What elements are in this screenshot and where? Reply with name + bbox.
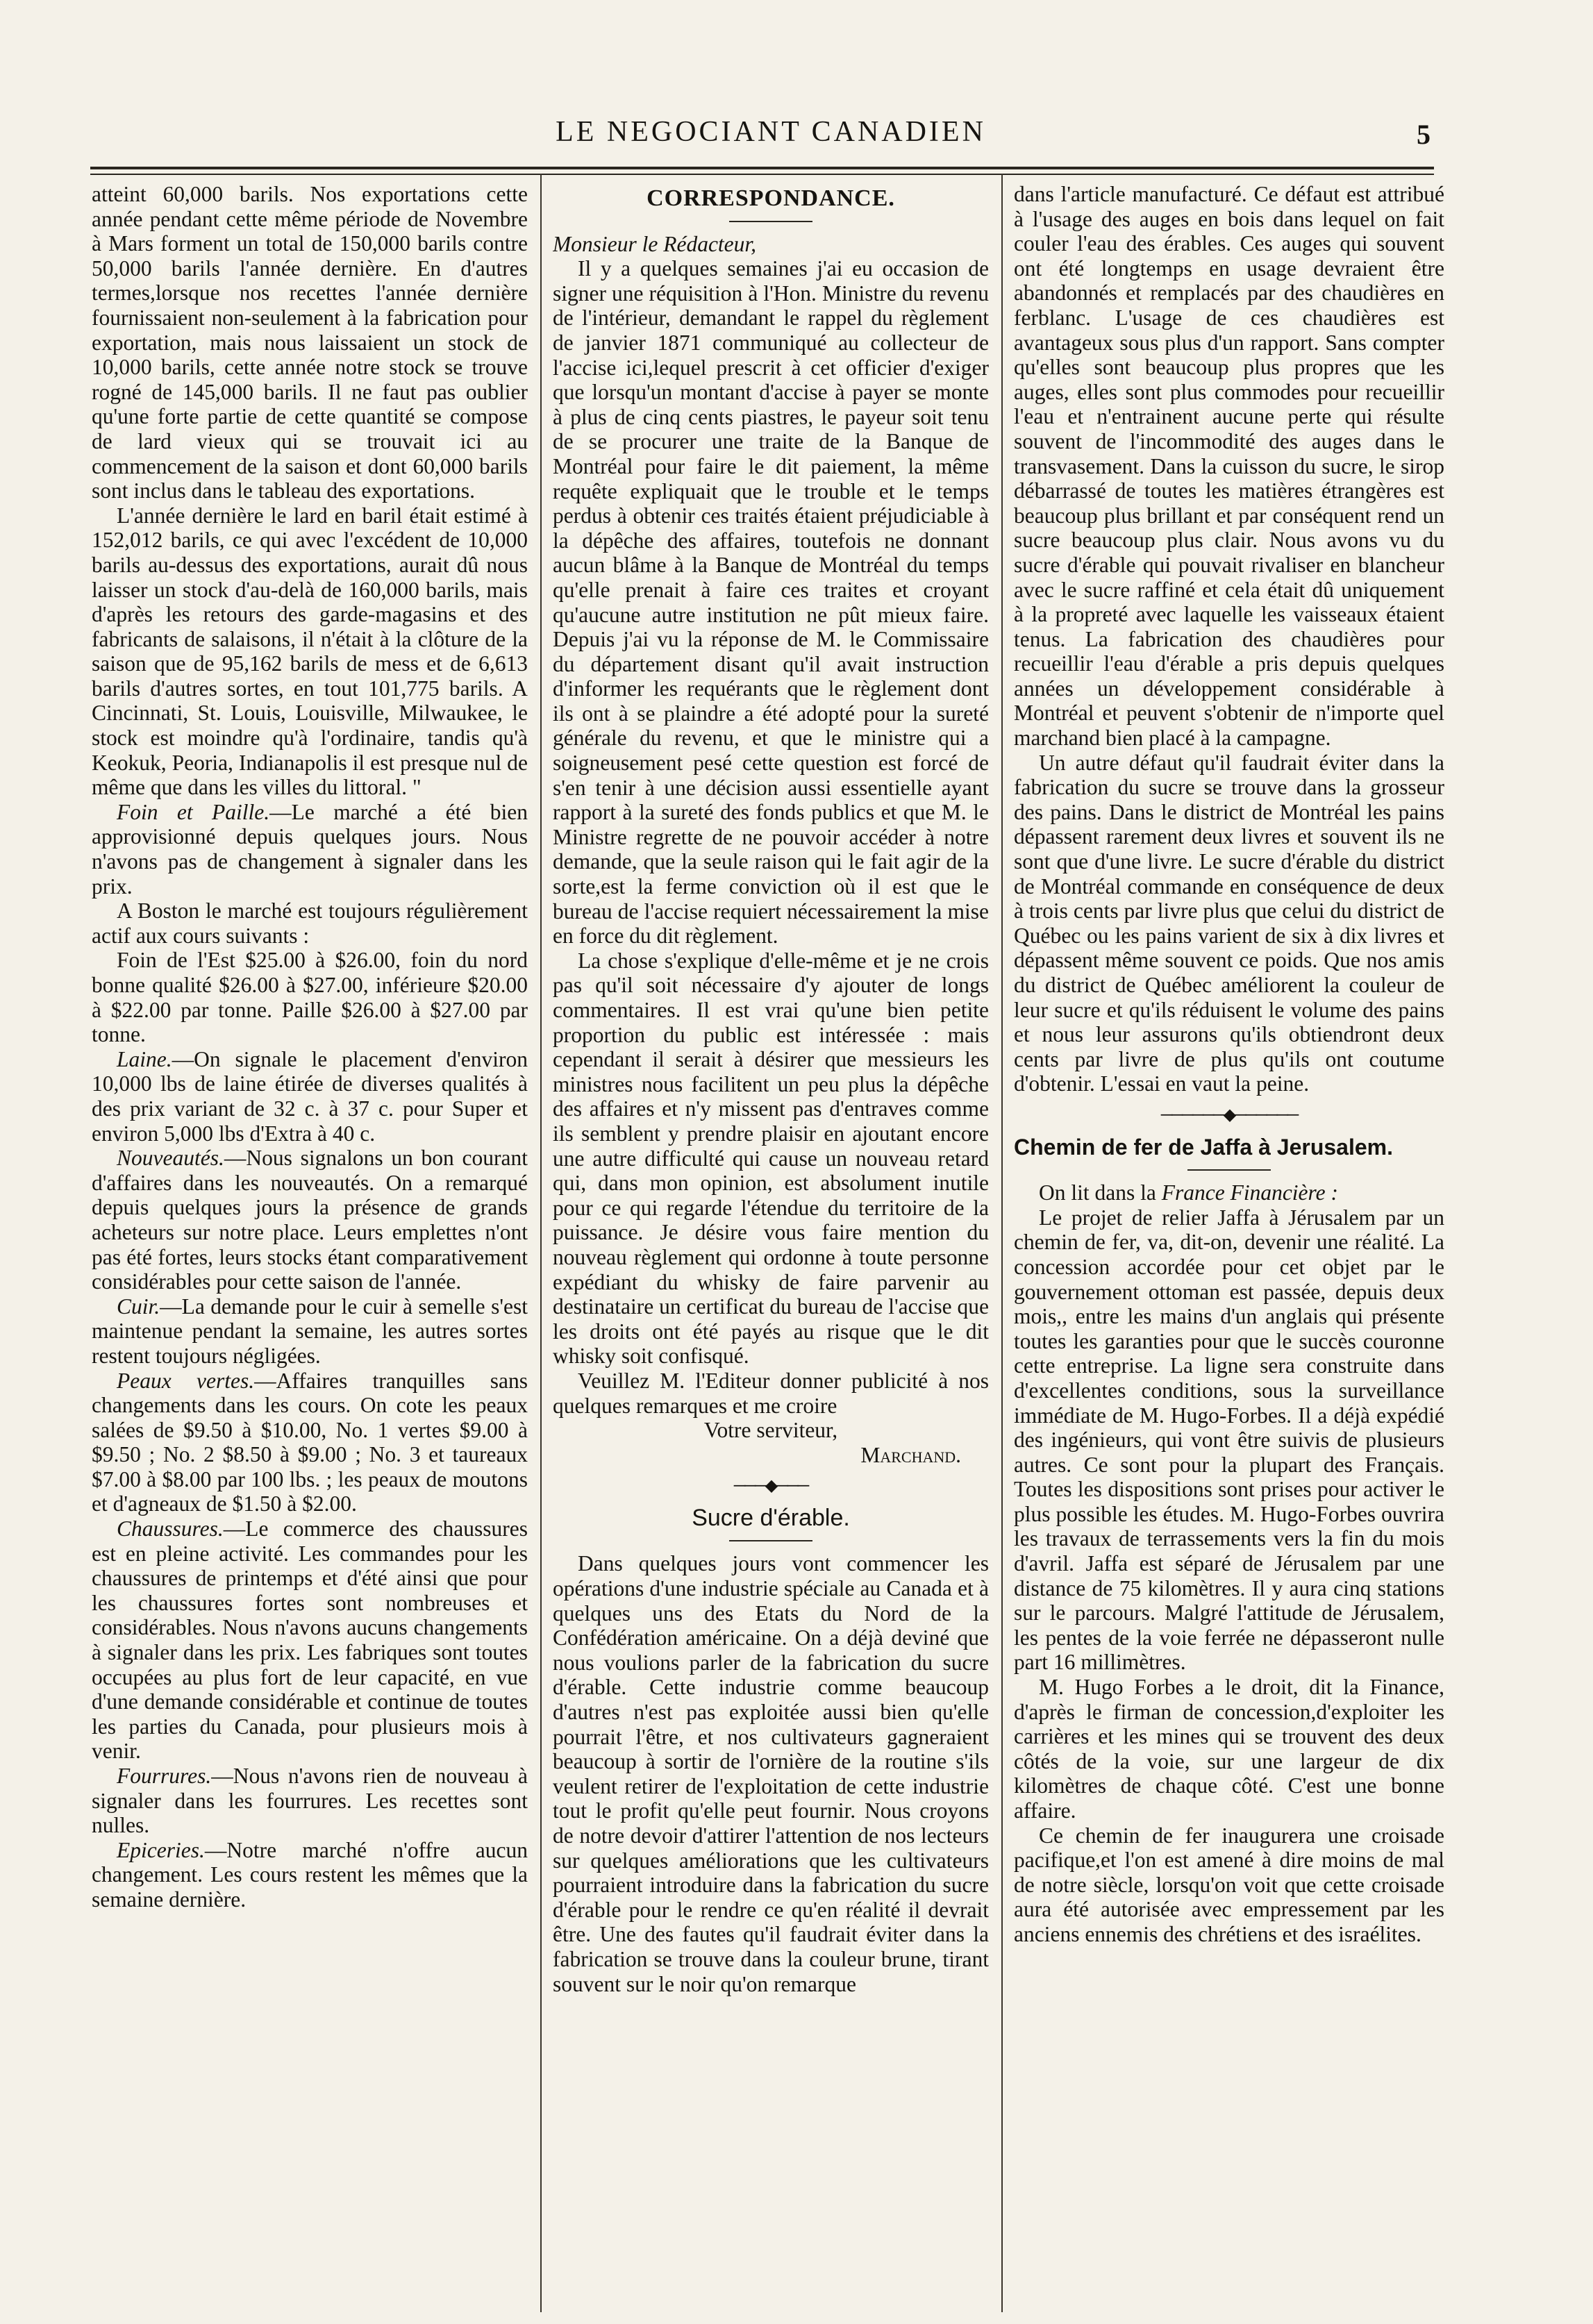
salutation: Monsieur le Rédacteur,: [553, 231, 757, 256]
paragraph: M. Hugo Forbes a le droit, dit la Finance, d'après le firman de concession,d'exploiter les carrières et les mines qui se trouvent des deux côtés de la voie, sur une largeur de dix kilomètres de chaque côté. C'est une bonne affaire.: [1014, 1675, 1444, 1823]
market-item-cuir: Cuir.—La demande pour le cuir à semelle s'est maintenue pendant la semaine, les autres sortes restent toujours négligées.: [92, 1294, 528, 1368]
section-heading: CORRESPONDANCE.: [647, 185, 895, 211]
paragraph: dans l'article manufacturé. Ce défaut est attribué à l'usage des auges en bois dans lequel on fait couler l'eau des érables. Ces auges qui souvent ont été longtemps en usage devraient être abandonnés et remplacés par des chaudières en ferblanc. L'usage de ces chaudières est avantageux sous plus d'un rapport. Sans compter qu'elles sont beaucoup plus propres que les auges, elles sont plus commodes pour recueillir l'eau et n'entrainent aucune perte qui résulte souvent de l'incommodité des auges dans le transvasement. Dans la cuisson du sucre, le sirop débarrassé de toutes les matières étrangères est beaucoup plus brillant et par conséquent rend un sucre beaucoup plus clair. Nous avons vu du sucre d'érable qui pouvait rivaliser en blancheur avec le sucre raffiné et cela était dû uniquement à la propreté avec laquelle les vaisseaux étaient tenus. La fabrication des chaudières pour recueillir l'eau d'érable a pris depuis quelques années un développement considérable à Montréal et peuvent s'obtenir de n'importe quel marchand bien placé à la campagne.: [1014, 182, 1444, 751]
paragraph: La chose s'explique d'elle-même et je ne crois pas qu'il soit nécessaire d'y ajouter de longs commentaires. Il est vrai qu'une bien petite proportion du public est intéressée : mais cependant il serait à désirer que messieurs les ministres nous facilitent un peu plus la dépêche des affaires et n'y missent pas d'entraves comme ils semblent y prendre plaisir en ajoutant encore une autre difficulté qui cause un nouveau retard qui, dans mon opinion, est absolument inutile pour ce qui regarde l'étendue du territoire de la puissance. Je désire vous faire mention du nouveau règlement qui ordonne à toute personne expédiant du whisky de faire parvenir au destinataire un certificat du bureau de l'accise que les droits ont été payés au risque que le dit whisky soit confisqué.: [553, 948, 989, 1369]
market-item-fourrures: Fourrures.—Nous n'avons rien de nouveau à signaler dans les fourrures. Les recettes sont nulles.: [92, 1764, 528, 1838]
paragraph: Le projet de relier Jaffa à Jérusalem par un chemin de fer, va, dit-on, devenir une réalité. La concession accordée pour cet objet par le gouvernement ottoman est passée, depuis deux mois,, entre les mains d'un anglais qui présente toutes les garanties pour que le succès couronne cette entreprise. La ligne sera construite dans d'excellentes conditions, sous la surveillance immédiate de M. Hugo-Forbes. Il a déjà expédié des ingénieurs, qui vont être suivis de plusieurs autres. Ce sont pour la plupart des Français. Toutes les dispositions sont prises pour activer le plus possible les études. M. Hugo-Forbes ouvrira les travaux de terrassements vers la fin du mois d'avril. Jaffa est séparé de Jérusalem par une distance de 75 kilomètres. Il y aura cinq stations sur le parcours. Malgré l'attitude de Jérusalem, les pentes de la voie ferrée ne dépasseront nulle part 16 millimètres.: [1014, 1205, 1444, 1675]
column-divider: [1001, 174, 1003, 2312]
market-item-peaux: Peaux vertes.—Affaires tranquilles sans changements dans les cours. On cote les peaux salées de $9.50 à $10.00, No. 1 vertes $9.00 à $9.50 ; No. 2 $8.50 à $9.00 ; No. 3 et taureaux $7.00 à $8.00 par 100 lbs. ; les peaux de moutons et d'agneaux de $1.50 à $2.00.: [92, 1368, 528, 1516]
run-in-heading: Fourrures.: [117, 1764, 212, 1788]
run-in-heading: Laine.: [117, 1046, 172, 1071]
closing: Votre serviteur,: [703, 1418, 838, 1443]
page-header: [111, 115, 1431, 157]
short-rule: [729, 1540, 812, 1541]
source-line: On lit dans la France Financière :: [1039, 1180, 1338, 1205]
short-rule: [1187, 1169, 1271, 1171]
source-name: France Financière :: [1161, 1180, 1338, 1205]
run-in-heading: Nouveautés.: [117, 1146, 224, 1171]
run-in-heading: Foin et Paille.: [117, 799, 270, 824]
page-number: 5: [1417, 119, 1431, 150]
paragraph: Veuillez M. l'Editeur donner publicité à nos quelques remarques et me croire: [553, 1368, 989, 1418]
ornament-divider: ──────◆──────: [1160, 1105, 1298, 1124]
paragraph: Foin de l'Est $25.00 à $26.00, foin du nord bonne qualité $26.00 à $27.00, inférieure $20.00 à $22.00 par tonne. Paille $26.00 à $27.00 par tonne.: [92, 948, 528, 1047]
paragraph: Un autre défaut qu'il faudrait éviter dans la fabrication du sucre se trouve dans la grosseur des pains. Dans le district de Montréal les pains dépassent rarement deux livres et souvent ils ne sont que d'une livre. Le sucre d'érable du district de Montréal commande en conséquence de deux à trois cents par livre plus que celui du district de Québec ou les pains varient de six à dix livres et dépassent même souvent ce poids. Que nos amis du district de Québec améliorent la couleur de leur sucre et qu'ils réduisent le volume des pains et nous leur assurons qu'ils obtiendront deux cents par livre de plus qu'ils ont coutume d'obtenir. L'essai en vaut la peine.: [1014, 750, 1444, 1096]
paragraph: atteint 60,000 barils. Nos exportations cette année pendant cette même période de Novembre à Mars forment un total de 150,000 barils contre 50,000 barils l'année dernière. En d'autres termes,lorsque nos recettes l'année dernière fournissaient non-seulement à la fabrication pour exportation, mais nous laissaient un stock de 10,000 barils, cette année notre stock se trouve rogné de 145,000 barils. Il ne faut pas oublier qu'une forte partie de cette quantité se compose de lard vieux qui se trouvait ici au commencement de la saison et dont 60,000 barils sont inclus dans le tableau des exportations.: [92, 182, 528, 503]
market-item-foin: Foin et Paille.—Le marché a été bien approvisionné depuis quelques jours. Nous n'avons pas de changement à signaler dans les prix.: [92, 799, 528, 898]
column-2: [553, 182, 989, 2300]
newspaper-title: LE NEGOCIANT CANADIEN: [556, 116, 986, 148]
ornament-divider: ───◆───: [733, 1477, 808, 1496]
section-heading: Chemin de fer de Jaffa à Jerusalem.: [1014, 1134, 1393, 1160]
run-in-heading: Epiceries.: [117, 1837, 205, 1862]
run-in-heading: Cuir.: [117, 1294, 160, 1319]
paragraph: Dans quelques jours vont commencer les opérations d'une industrie spéciale au Canada et à quelques uns des Etats du Nord de la Confédération américaine. On a déjà deviné que nous voulions parler de la fabrication du sucre d'érable. Cette industrie comme beaucoup d'autres n'est pas exploitée aussi bien qu'elle pourrait l'être, et nos cultivateurs gagneraient beaucoup à sortir de l'ornière de la routine s'ils veulent retirer de l'exploitation de cette industrie tout le profit qu'elle peut fournir. Nous croyons de notre devoir d'attirer l'attention de nos lecteurs sur quelques améliorations que les cultivateurs pourraient introduire dans la fabrication du sucre d'érable pour le rendre ce qu'en réalité il devrait être. Une des fautes qu'il faudrait éviter dans la fabrication se trouve dans la couleur brune, tirant souvent sur le noir qu'on remarque: [553, 1551, 989, 1996]
market-item-chaussures: Chaussures.—Le commerce des chaussures est en pleine activité. Les commandes pour les chaussures de printemps et d'été ainsi que pour les chaussures fortes sont nombreuses et considérables. Nous n'avons aucuns changements à signaler dans les prix. Les fabriques sont toutes occupées au plus fort de leur capacité, en vue d'une demande considérable et continue de toutes les parties du Canada, pour plusieurs mois à venir.: [92, 1516, 528, 1764]
market-item-epiceries: Epiceries.—Notre marché n'offre aucun changement. Les cours restent les mêmes que la semaine dernière.: [92, 1837, 528, 1912]
column-3: [1014, 182, 1444, 2300]
signature: Marchand.: [860, 1442, 961, 1467]
header-rule: [90, 167, 1434, 175]
paragraph: Ce chemin de fer inaugurera une croisade pacifique,et l'on est amené à dire moins de mal de notre siècle, lorsqu'on voit que cette croisade aura été autorisée avec empressement par les anciens ennemis des chrétiens et des israélites.: [1014, 1823, 1444, 1946]
paragraph: L'année dernière le lard en baril était estimé à 152,012 barils, ce qui avec l'excédent de 10,000 barils au-dessus des exportations, aurait dû nous laisser un stock d'au-delà de 160,000 barils, mais d'après les retours des garde-magasins et des fabricants de salaisons, il n'était à la clôture de la saison que de 95,162 barils de mess et de 6,613 barils d'autres sortes, en tout 101,775 barils. A Cincinnati, St. Louis, Louisville, Milwaukee, le stock est moindre qu'à l'ordinaire, tandis qu'à Keokuk, Peoria, Indianapolis il est presque nul de même que dans les villes du littoral. ": [92, 503, 528, 800]
market-item-laine: Laine.—On signale le placement d'environ 10,000 lbs de laine étirée de diverses qualités à des prix variant de 32 c. à 37 c. pour Super et environ 5,000 lbs d'Extra à 40 c.: [92, 1046, 528, 1146]
column-divider: [540, 174, 542, 2312]
paragraph: A Boston le marché est toujours régulièrement actif aux cours suivants :: [92, 898, 528, 948]
column-1: [92, 182, 528, 2300]
paragraph: Il y a quelques semaines j'ai eu occasion de signer une réquisition à l'Hon. Ministre du revenu de l'intérieur, demandant le rappel du règlement de janvier 1871 communiqué au collecteur de l'accise ici,lequel prescrit à cet officier d'exiger que lorsqu'un montant d'accise à payer se monte à plus de cinq cents piastres, le payeur soit tenu de se procurer une traite de la Banque de Montréal pour faire le dit paiement, la même requête expliquait que le trouble et le temps perdus à obtenir ces traités étaient préjudiciable à la dépêche des affaires, toutefois ne donnant aucun blâme à la Banque de Montréal du temps qu'elle prenait à faire ces traites et croyant qu'aucune autre institution ne pût mieux faire. Depuis j'ai vu la réponse de M. le Commissaire du département disant qu'il avait instruction d'informer les requérants que le règlement dont ils ont à se plaindre a été adopté pour la sureté générale du revenu, et que le ministre qui a soigneusement pesé cette question est forcé de s'en tenir à une décision aussi essentielle ayant rapport à la sureté des fonds publics et que M. le Ministre regrette de ne pouvoir accéder à notre demande, que la seule raison qui le fait agir de la sorte,est la ferme conviction où il est que le bureau de l'accise requiert nécessairement la mise en force du dit règlement.: [553, 256, 989, 948]
run-in-heading: Chaussures.: [117, 1516, 224, 1541]
market-item-nouveautes: Nouveautés.—Nous signalons un bon courant d'affaires dans les nouveautés. On a remarqué depuis quelques jours la présence de grands acheteurs sur notre place. Leurs emplettes n'ont pas été fortes, leurs stocks étant comparativement considérables pour cette saison de l'année.: [92, 1146, 528, 1294]
section-heading: Sucre d'érable.: [692, 1504, 850, 1531]
run-in-heading: Peaux vertes.: [117, 1368, 255, 1393]
short-rule: [729, 221, 812, 222]
